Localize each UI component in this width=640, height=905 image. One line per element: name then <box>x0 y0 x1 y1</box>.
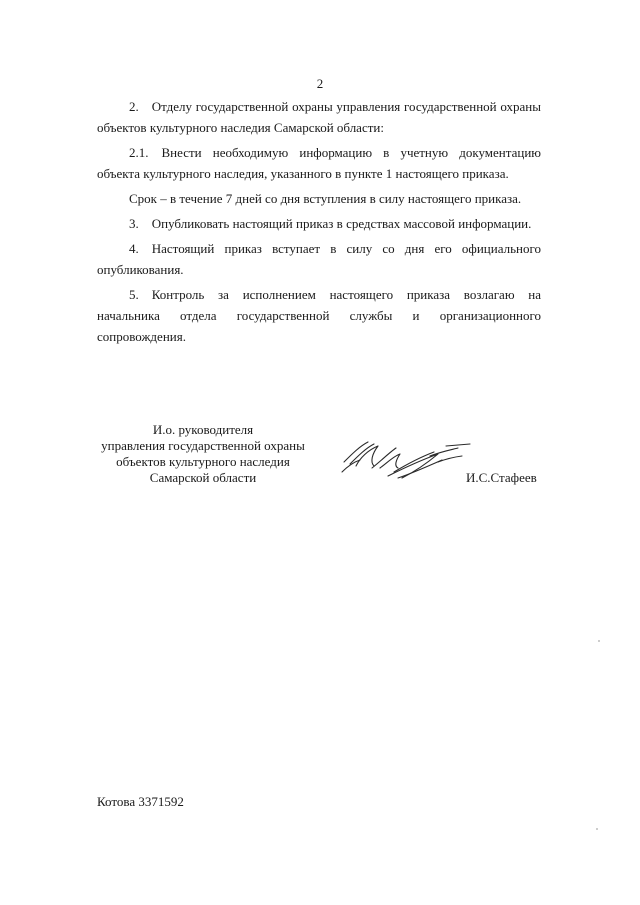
paragraph-3: 3. Опубликовать настоящий приказ в средствах массовой информации. <box>129 216 532 231</box>
signer-position-line: объектов культурного наследия <box>116 454 290 469</box>
paragraph-deadline: Срок – в течение 7 дней со дня вступления в силу настоящего приказа. <box>129 191 522 206</box>
paragraph-4: 4. Настоящий приказ вступает в силу со дня его официального опубликования. <box>97 241 541 277</box>
paragraph-2: 2. Отделу государственной охраны управления государственной охраны объектов культурного наследия Самарской области: <box>97 99 541 135</box>
scan-speck <box>598 640 600 642</box>
executor-contact: Котова 3371592 <box>97 794 184 809</box>
signer-position-line: Самарской области <box>149 470 257 485</box>
page-number: 2 <box>316 76 324 91</box>
paragraph-5: 5. Контроль за исполнением настоящего приказа возлагаю на начальника отдела государственной службы и организационного сопровождения. <box>97 287 541 344</box>
scan-speck <box>596 828 598 830</box>
document-body <box>97 96 541 351</box>
signer-name: И.С.Стафеев <box>466 470 537 485</box>
signer-position <box>90 422 316 486</box>
signer-position-line: управления государственной охраны <box>101 438 305 453</box>
paragraph-2-1: 2.1. Внести необходимую информацию в учетную документацию объекта культурного наследия, указанного в пункте 1 настоящего приказа. <box>97 145 541 181</box>
handwritten-signature <box>338 432 478 488</box>
signer-position-line: И.о. руководителя <box>152 422 254 437</box>
